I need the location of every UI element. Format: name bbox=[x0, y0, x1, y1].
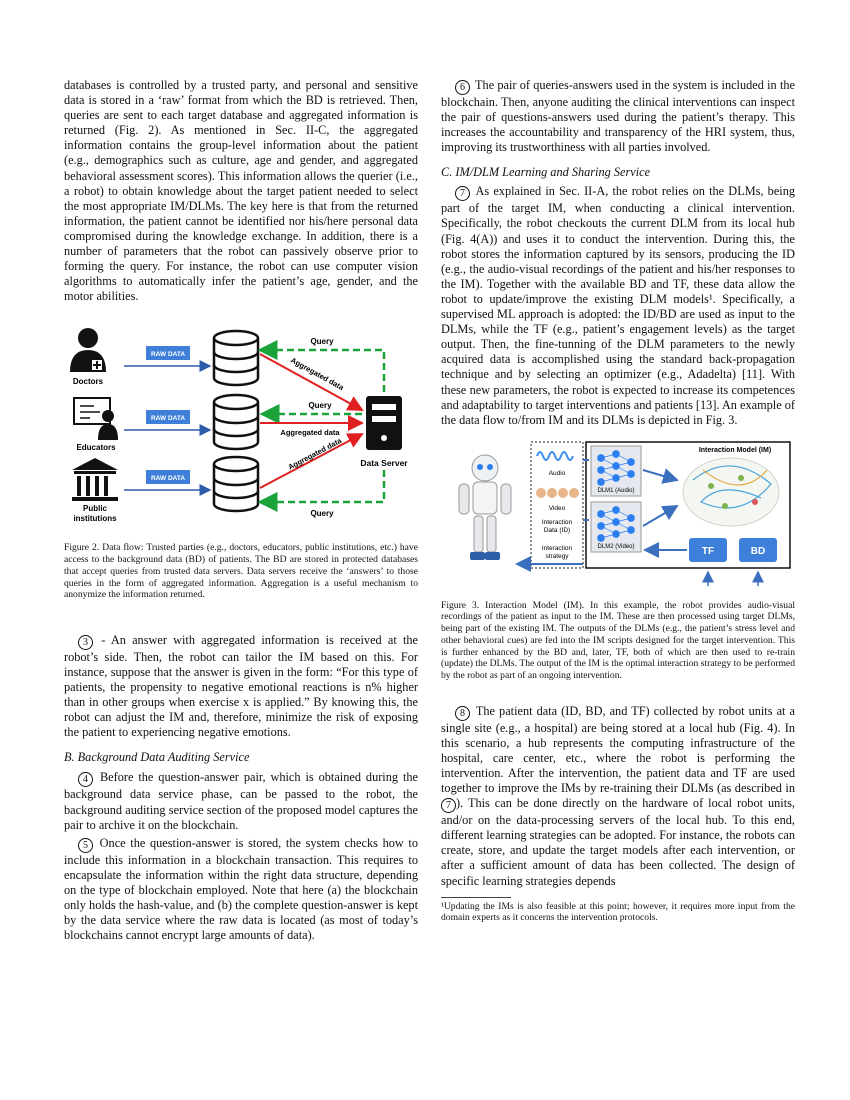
right-column bbox=[441, 78, 795, 924]
database-icon-1 bbox=[214, 331, 258, 385]
audio-wave-icon bbox=[537, 452, 573, 460]
label-bd: BD bbox=[750, 545, 766, 557]
query-arrow-mid bbox=[262, 401, 362, 414]
label-public: Public bbox=[82, 504, 108, 514]
im-title: Interaction Model (IM) bbox=[698, 446, 772, 454]
label-dlm1: DLM1 (Audio) bbox=[597, 487, 635, 494]
step-marker-7: 7 bbox=[455, 186, 470, 201]
database-icon-3 bbox=[214, 457, 258, 511]
svg-text:Query: Query bbox=[310, 509, 334, 519]
step-marker-4: 4 bbox=[78, 772, 93, 787]
aggregated-arrow-mid bbox=[260, 423, 362, 437]
institution-icon bbox=[72, 458, 118, 501]
svg-text:Aggregated data: Aggregated data bbox=[280, 428, 340, 438]
step-marker-8: 8 bbox=[455, 706, 470, 721]
label-dlm2: DLM2 (Video) bbox=[597, 543, 635, 550]
raw-data-arrow-1 bbox=[124, 346, 210, 366]
interaction-model-diagram bbox=[441, 440, 795, 592]
label-data-server: Data Server bbox=[360, 458, 408, 469]
label-interaction-strategy-2: strategy bbox=[545, 552, 569, 560]
paragraph-bd-access: databases is controlled by a trusted party, and personal and sensitive data is stored in a ‘raw’ format from which the BD is retrieved. Then, queries are sent to each target database and aggregated information is returned (Fig. 2). As mentioned in Sec. II-C, the aggregated information contains the group-level information about the patient (e.g., demographics such as culture, age and gender, and aggregated behavioral assessment scores). This information allows the querier (i.e., a robot) to obtain knowledge about the target patient needed to select the most appropriate IM/DLMs. The key here is that from the returned information, the patient cannot be identified nor his/here personal data compromised during the knowledge exchange. In addition, there is a number of parameters that the robot can passively observe prior to forming the query. For instance, the robot can use computer vision algorithms to automatically infer the patient’s age, gender, and the motor abilities. bbox=[64, 78, 418, 304]
step-ref-7: 7 bbox=[441, 798, 456, 813]
svg-text:Query: Query bbox=[308, 401, 332, 411]
label-interaction-strategy-1: Interaction bbox=[541, 544, 573, 552]
label-educators: Educators bbox=[76, 443, 116, 453]
footnote-rule bbox=[441, 897, 511, 898]
svg-text:RAW DATA: RAW DATA bbox=[150, 475, 186, 483]
left-column bbox=[64, 78, 418, 943]
step-marker-5: 5 bbox=[78, 838, 93, 853]
section-heading-b: B. Background Data Auditing Service bbox=[64, 750, 250, 765]
educator-icon bbox=[74, 398, 118, 440]
raw-data-arrow-3 bbox=[124, 470, 210, 490]
svg-text:Aggregated data: Aggregated data bbox=[286, 436, 344, 473]
step-marker-3: 3 bbox=[78, 635, 93, 650]
paragraph-4: 4 Before the question-answer pair, which is obtained during the background data service phase, can be passed to the robot, the background auditing service section of the proposed model captures the pair to archive it on the blockchain. bbox=[64, 770, 418, 832]
footnote-1: ¹Updating the IMs is also feasible at this point; however, it requires more input from the domain experts as it concerns the intervention protocols. bbox=[441, 900, 795, 924]
label-audio: Audio bbox=[548, 469, 566, 477]
figure-3 bbox=[441, 440, 795, 592]
paragraph-5: 5 Once the question-answer is stored, the system checks how to include this information in a blockchain transaction. This requires to encapsulate the information within the right data structure, depending on the type of blockchain employed. Note that here (a) the blockchain only holds the hash-value, and (b) the complete question-answer is kept by the data service where the raw data is located (as most of today’s blockchains cannot encrypt large amounts of data). bbox=[64, 835, 418, 943]
figure-2-caption: Figure 2. Data flow: Trusted parties (e.g., doctors, educators, public institutions, etc.) have access to the background data (BD) of patients. The BD are stored in protected databases that accept queries from trusted data servers. Data servers receive the ‘answers’ to those queries in the form of aggregated information. Aggregation is a useful mechanism to anonymize the information returned. bbox=[64, 542, 418, 601]
faces-icon bbox=[536, 488, 579, 498]
label-tf: TF bbox=[701, 545, 715, 557]
label-institutions: institutions bbox=[73, 514, 117, 524]
svg-text:RAW DATA: RAW DATA bbox=[150, 415, 186, 423]
robot-icon bbox=[459, 455, 511, 560]
svg-text:Query: Query bbox=[310, 337, 334, 347]
paragraph-8: 8 The patient data (ID, BD, and TF) collected by robot units at a single site (e.g., a hospital) are being stored at a local hub (Fig. 4). In this scenario, a hub represents the computing infrastructure of the hospital, care center, etc., where the robot is performing the intervention. After the intervention, the patient data and TF are used together to improve the IMs by re-training their DLMs (as described in 7 ). This can be done directly on the hardware of local robot units, and/or on the data-processing servers of the local hub. To this end, different learning strategies can be adopted. For instance, the robots can create, store, and update the target models after each intervention, or after a sufficient amount of data has been collected. The design of specific learning strategies depends bbox=[441, 703, 795, 888]
raw-data-arrow-2 bbox=[124, 410, 210, 430]
paragraph-6: 6 The pair of queries-answers used in the system is included in the blockchain. Then, anyone auditing the clinical interventions can inspect the pair of questions-answers used during the patient’s therapy. This increases the accountability and transparency of the HRI system, thus, improving its trustworthiness with all parties involved. bbox=[441, 78, 795, 155]
doctor-icon bbox=[70, 328, 106, 372]
script-graph-icon bbox=[683, 458, 779, 526]
database-icon-2 bbox=[214, 395, 258, 449]
svg-text:Aggregated data: Aggregated data bbox=[289, 355, 346, 393]
server-icon bbox=[366, 396, 402, 450]
aggregated-arrow-bottom bbox=[260, 434, 362, 488]
svg-text:RAW DATA: RAW DATA bbox=[150, 351, 186, 359]
label-interaction-data-2: Data (ID) bbox=[543, 526, 571, 534]
data-flow-diagram bbox=[64, 324, 418, 534]
paragraph-7: 7 As explained in Sec. II-A, the robot relies on the DLMs, being part of the target IM, when conducting a clinical intervention. Specifically, the robot checkouts the current DLM from its local hub (Fig. 4(A)) and uses it to conduct the intervention. During this, the robot stores the information captured by its sensors, producing the ID (e.g., the audio-visual recordings of the patient and his/her responses to the IM). Together with the available BD and TF, these data allow the robot to update/improve the existing DLM models¹. Specifically, a supervised ML approach is adopted: the ID/BD are used as input to the DLMs, while the TF (e.g., patient’s engagement levels) as the target output. Then, the fine-tunning of the DLM parameters to the newly acquired data is accomplished using the standard back-propagation technique and by selecting an optimizer (e.g., Adadelta) [11]. With these new parameters, the robot is expected to increase its competences and adaptability to target interventions and patients [13]. An example of the data flow to/from IM and its DLMs is depicted in Fig. 3. bbox=[441, 184, 795, 427]
label-doctors: Doctors bbox=[72, 377, 104, 387]
paragraph-3: 3 - An answer with aggregated information is received at the robot’s side. Then, the robot can tailor the IM based on this. For instance, suppose that the answer is given in the form: “For this type of patients, the propensity to negative emotional reactions is n% higher than in other groups when exercise x is applied.” By knowing this, the robot can adjust the IM and, therefore, minimize the risk of exposing the patient to experiencing negative emotions. bbox=[64, 632, 418, 740]
figure-3-caption: Figure 3. Interaction Model (IM). In this example, the robot provides audio-visual recordings of the patient as input to the IM. These are then processed using target DLMs, being part of the existing IM. The outputs of the DLMs (e.g., the patient’s stress level and other behavioral cues) are fed into the IM scripts designed for the target intervention. This is further enhanced by the BD and, later, TF, both of which are then used to re-train (update) the DLMs. The output of the IM is the optimal interaction strategy to be performed by the robot as part of an ongoing intervention. bbox=[441, 599, 795, 681]
section-heading-c: C. IM/DLM Learning and Sharing Service bbox=[441, 165, 651, 180]
footnote-area bbox=[441, 897, 795, 924]
label-interaction-data-1: Interaction bbox=[541, 518, 573, 526]
step-marker-6: 6 bbox=[455, 80, 470, 95]
label-video: Video bbox=[548, 504, 566, 512]
figure-2 bbox=[64, 324, 418, 534]
